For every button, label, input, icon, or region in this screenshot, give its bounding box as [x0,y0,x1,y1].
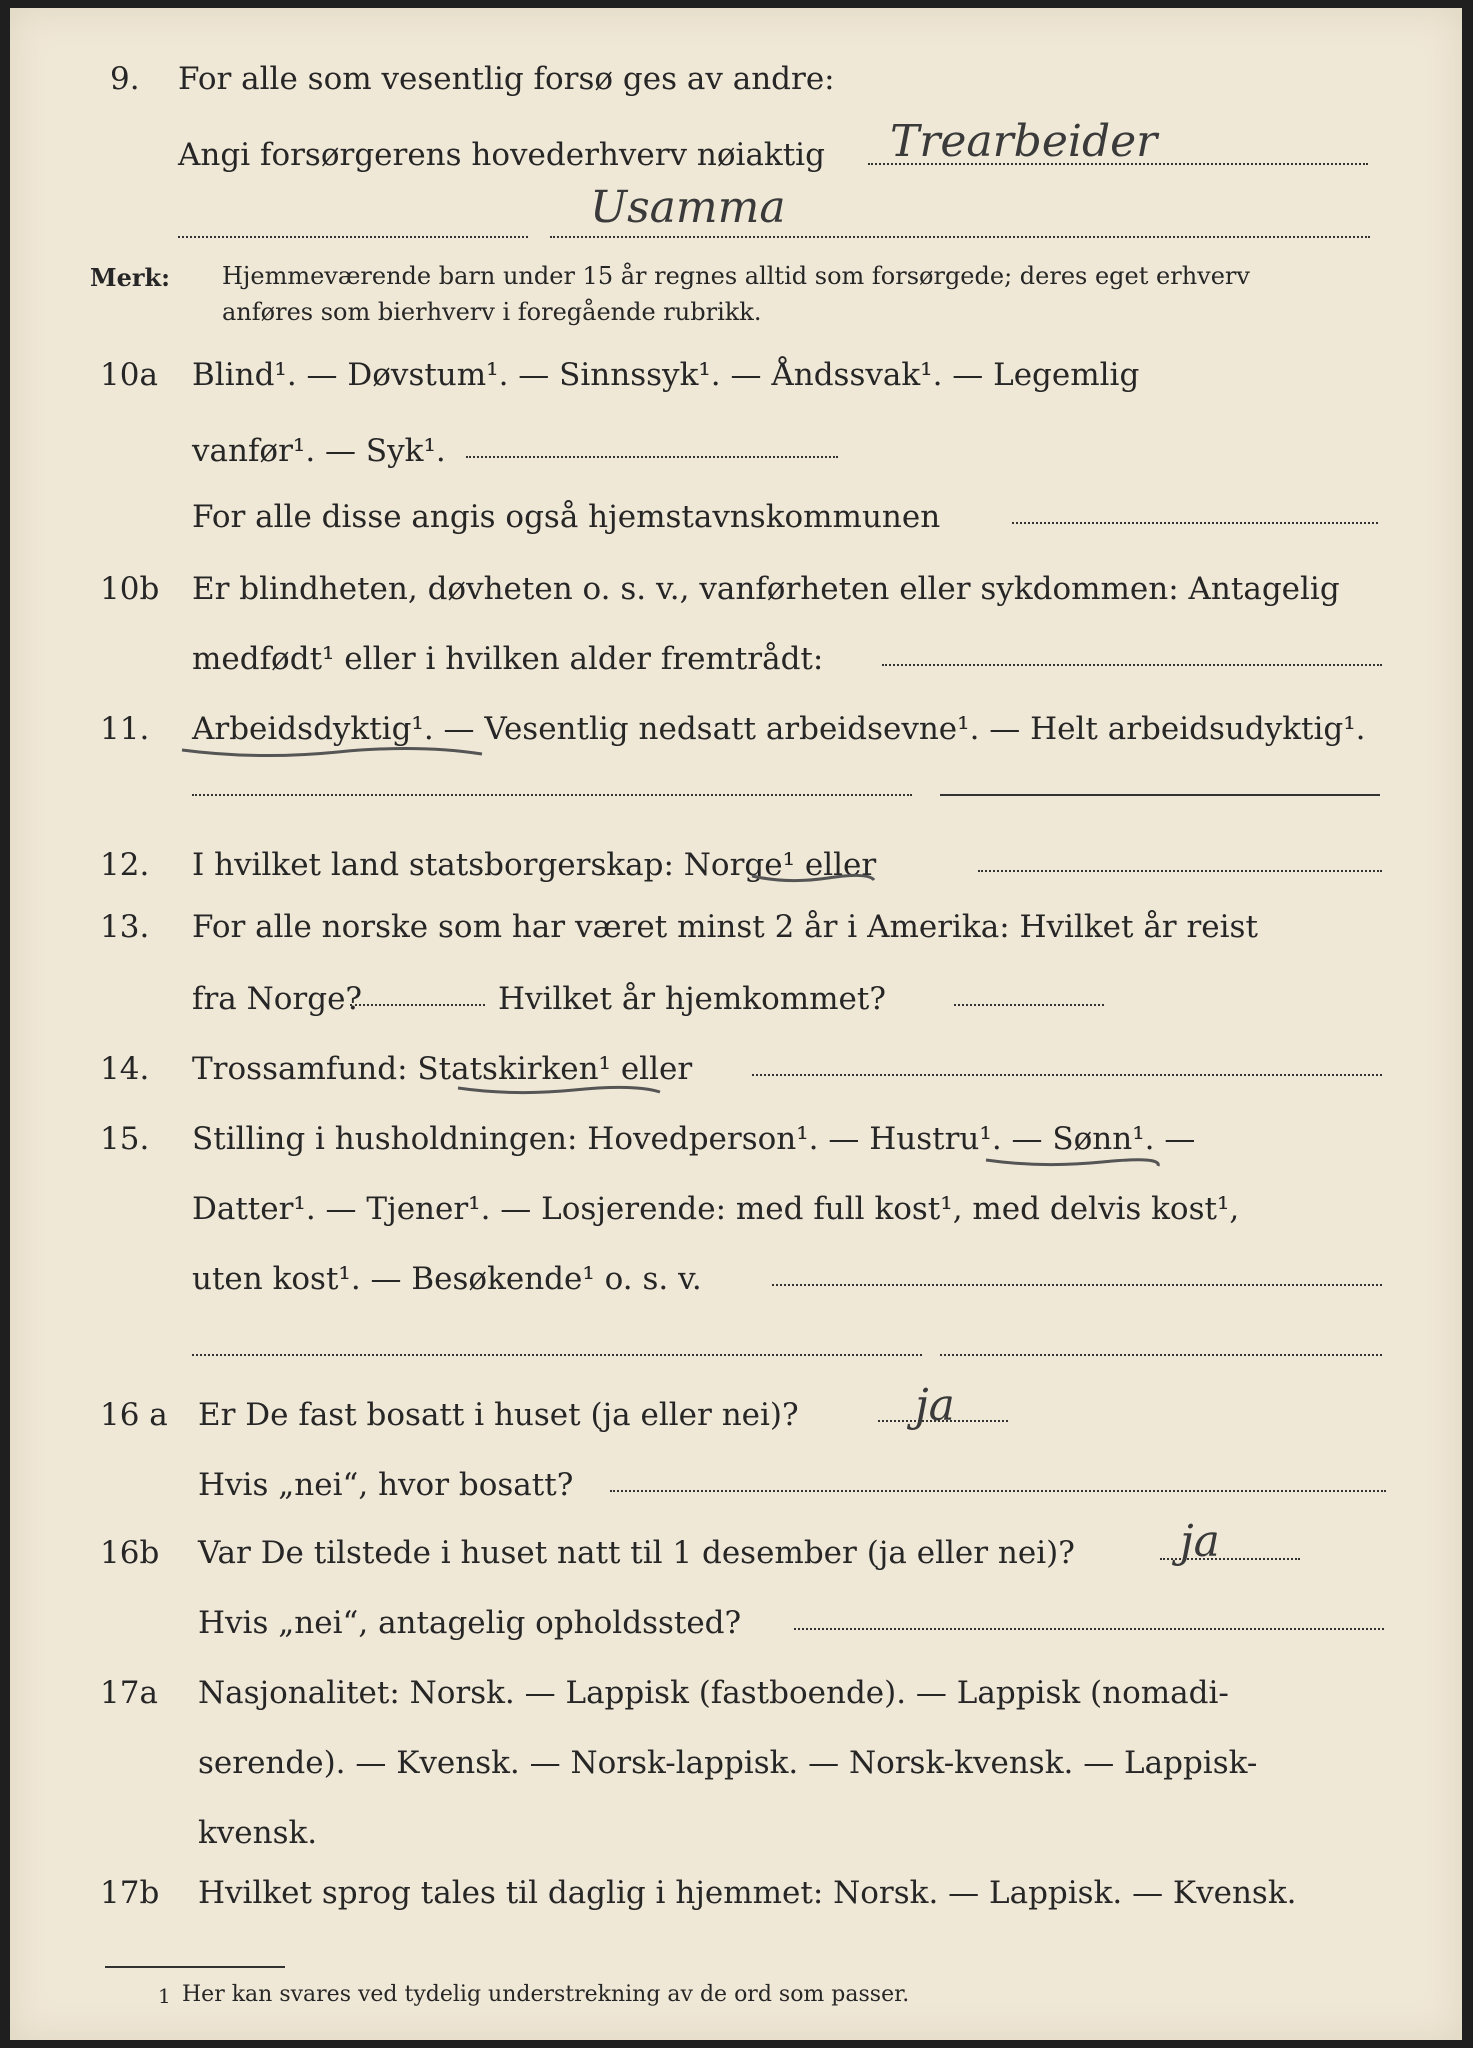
q17a-line3: kvensk. [198,1815,318,1851]
footnote-rule [105,1966,285,1968]
q12-underline-mark [748,870,878,890]
q17a-line1: Nasjonalitet: Norsk. — Lappisk (fastboende). — Lappisk (nomadi- [198,1675,1229,1711]
q13-line2b: Hvilket år hjemkommet? [498,981,886,1017]
q15-answer-line-c [940,1354,1382,1356]
q15-line2: Datter¹. — Tjener¹. — Losjerende: med full kost¹, med delvis kost¹, [192,1191,1240,1227]
q11-line1: Arbeidsdyktig¹. — Vesentlig nedsatt arbeidsevne¹. — Helt arbeidsudyktig¹. [192,711,1366,747]
merk-label: Merk: [90,263,170,292]
q10b-number: 10b [100,571,160,607]
q16b-line2: Hvis „nei“, antagelig opholdssted? [198,1605,742,1641]
q11-underline-mark [178,742,488,762]
merk-line1: Hjemmeværende barn under 15 år regnes alltid som forsørgede; deres eget erhverv [222,262,1250,290]
q10a-line2: vanfør¹. — Syk¹. [192,433,446,469]
q10a-sick-answer-line [466,456,838,458]
merk-line2: anføres som bierhverv i foregående rubrikk. [222,298,762,326]
q15-answer-line-a [772,1284,1382,1286]
q10b-answer-line [882,664,1382,666]
q11-number: 11. [100,711,150,747]
q15-line3: uten kost¹. — Besøkende¹ o. s. v. [192,1261,702,1297]
q15-line1: Stilling i husholdningen: Hovedperson¹. — Hustru¹. — Sønn¹. — [192,1121,1196,1157]
q16a-residence-line [610,1490,1386,1492]
q17b-number: 17b [100,1875,160,1911]
q14-line1: Trossamfund: Statskirken¹ eller [192,1051,693,1087]
footnote-mark: 1 [158,1984,171,2008]
q10a-line3: For alle disse angis også hjemstavnskommunen [192,499,941,535]
q16a-line1: Er De fast bosatt i huset (ja eller nei)? [198,1397,799,1433]
q9-answer-line-2a [178,236,528,238]
q16b-line1: Var De tilstede i huset natt til 1 desember (ja eller nei)? [198,1535,1075,1571]
q9-handwritten-occupation: Trearbeider [890,116,1158,167]
q15-number: 15. [100,1121,150,1157]
q13-departure-year-line [350,1004,485,1006]
q10a-number: 10a [100,357,158,393]
q11-answer-line-b [940,794,1380,796]
q14-underline-mark [454,1082,664,1102]
q14-number: 14. [100,1051,150,1087]
q16b-whereabouts-line [794,1628,1384,1630]
q10a-line1: Blind¹. — Døvstum¹. — Sinnssyk¹. — Åndssvak¹. — Legemlig [192,357,1140,393]
q9-handwritten-occupation-2: Usamma [590,182,786,233]
q12-number: 12. [100,847,150,883]
q16b-handwritten-answer: ja [1180,1516,1220,1567]
q12-answer-line [978,870,1382,872]
q11-answer-line-a [192,794,912,796]
q13-line2a: fra Norge? [192,981,363,1017]
q13-return-year-line [954,1004,1104,1006]
q15-underline-mark [982,1152,1162,1174]
footnote-text: Her kan svares ved tydelig understrekning av de ord som passer. [182,1982,910,2007]
q16a-handwritten-answer: ja [915,1380,955,1431]
q9-line2: Angi forsørgerens hovederhverv nøiaktig [178,137,825,173]
q13-number: 13. [100,909,150,945]
q10b-line2: medfødt¹ eller i hvilken alder fremtrådt: [192,641,824,677]
q16a-number: 16 a [100,1397,168,1433]
q17b-line1: Hvilket sprog tales til daglig i hjemmet: Norsk. — Lappisk. — Kvensk. [198,1875,1297,1911]
q10b-line1: Er blindheten, døvheten o. s. v., vanførheten eller sykdommen: Antagelig [192,571,1340,607]
q14-answer-line [752,1074,1382,1076]
q12-line1: I hvilket land statsborgerskap: Norge¹ eller [192,847,877,883]
q9-number: 9. [110,61,140,97]
q9-answer-line-2b [550,236,1370,238]
q15-answer-line-b [192,1354,922,1356]
q17a-line2: serende). — Kvensk. — Norsk-lappisk. — Norsk-kvensk. — Lappisk- [198,1745,1258,1781]
q13-line1: For alle norske som har været minst 2 år i Amerika: Hvilket år reist [192,909,1258,945]
q10a-home-municipality-line [1012,522,1378,524]
q17a-number: 17a [100,1675,158,1711]
q9-line1: For alle som vesentlig forsø ges av andre: [178,61,835,97]
census-form-page [10,8,1462,2040]
q16b-number: 16b [100,1535,160,1571]
q16a-line2: Hvis „nei“, hvor bosatt? [198,1467,574,1503]
